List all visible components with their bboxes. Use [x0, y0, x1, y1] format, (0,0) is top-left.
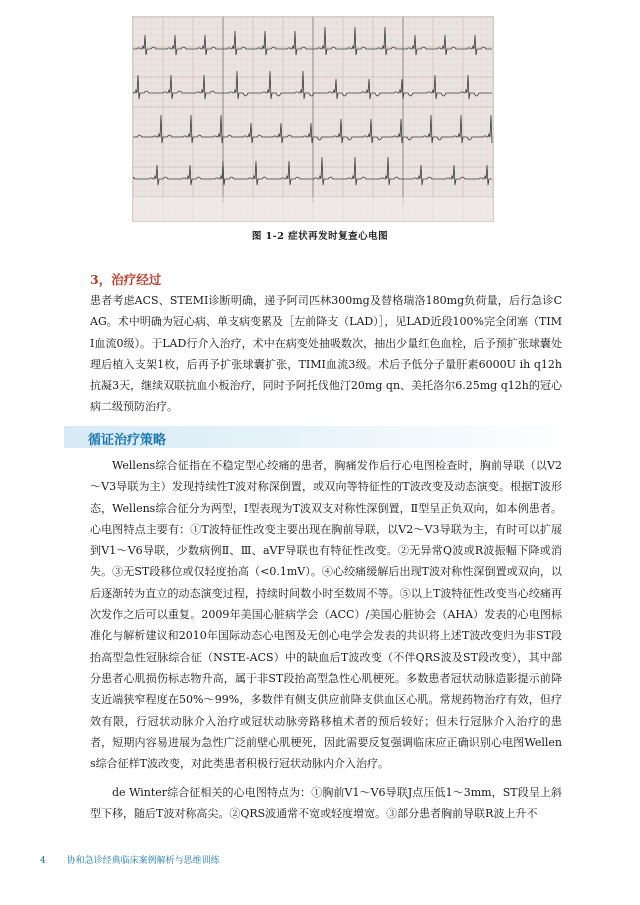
- wellens-paragraph: Wellens综合征指在不稳定型心绞痛的患者，胸痛发作后行心电图检查时，胸前导联（以V2～V3导联为主）发现持续性T波对称深倒置，或双向等特征性的T波改变及动态演变。根据T波形态，Wellens综合征分为两型，Ⅰ型表现为T波双支对称性深倒置，Ⅱ型呈正负双向，如本例患者。心电图特点主要有：①T波特征性改变主要出现在胸前导联，以V2～V3导联为主，有时可以扩展到V1～V6导联，少数病例Ⅱ、Ⅲ、aVF导联也有特征性改变。②无异常Q波或R波振幅下降或消失。③无ST段移位或仅轻度抬高（<0.1mV）。④心绞痛缓解后出现T波对称性深倒置或双向，以后逐渐转为直立的动态演变过程，持续时间数小时至数周不等。⑤以上T波特征性改变当心绞痛再次发作之后可以重复。2009年美国心脏病学会（ACC）/美国心脏协会（AHA）发表的心电图标准化与解析建议和2010年国际动态心电图及无创心电学会发表的共识将上述T波改变归为非ST段抬高型急性冠脉综合征（NSTE-ACS）中的缺血后T波改变（不伴QRS波及ST段改变），其中部分患者心肌损伤标志物升高，属于非ST段抬高型急性心肌梗死。多数患者冠状动脉造影提示前降支近端狭窄程度在50%～99%，多数伴有侧支供应前降支供血区心肌。常规药物治疗有效，但疗效有限，行冠状动脉介入治疗或冠状动脉旁路移植术者的预后较好；但未行冠脉介入治疗的患者，短期内容易进展为急性广泛前壁心肌梗死，因此需要反复强调临床应正确识别心电图Wellens综合征样T波改变，对此类患者积极行冠状动脉内介入治疗。: [90, 459, 562, 771]
- section-heading-treatment: 3，治疗经过: [90, 272, 162, 287]
- figure-caption: 图 1-2 症状再发时复查心电图: [251, 231, 389, 242]
- de-winter-paragraph: de Winter综合征相关的心电图特点为：①胸前V1～V6导联J点压低1～3mm，ST段呈上斜型下移，随后T波对称高尖。②QRS波通常不宽或轻度增宽。③部分患者胸前导联R波上升不: [90, 786, 562, 821]
- page-number: 4: [40, 856, 46, 866]
- page-footer: [40, 853, 220, 866]
- book-title: 协和急诊经典临床案例解析与思维训练: [66, 856, 220, 866]
- ecg-image: [132, 16, 494, 222]
- section-title-strategy: 循证治疗策略: [88, 433, 167, 448]
- treatment-paragraph: 患者考虑ACS、STEMI诊断明确，递予阿司匹林300mg及替格瑞洛180mg负荷量，后行急诊CAG。术中明确为冠心病、单支病变累及［左前降支（LAD）］，见LAD近段100%完全闭塞（TIMI血流0级）。于LAD行介入治疗，术中在病变处抽吸数次，抽出少量红色血栓，后予预扩张球囊处理后植入支架1枚，后再予扩张球囊扩张，TIMI血流3级。术后予低分子量肝素6000U ih q12h抗凝3天，继续双联抗血小板治疗，同时予阿托伐他汀20mg qn、美托洛尔6.25mg q12h的冠心病二级预防治疗。: [90, 294, 562, 414]
